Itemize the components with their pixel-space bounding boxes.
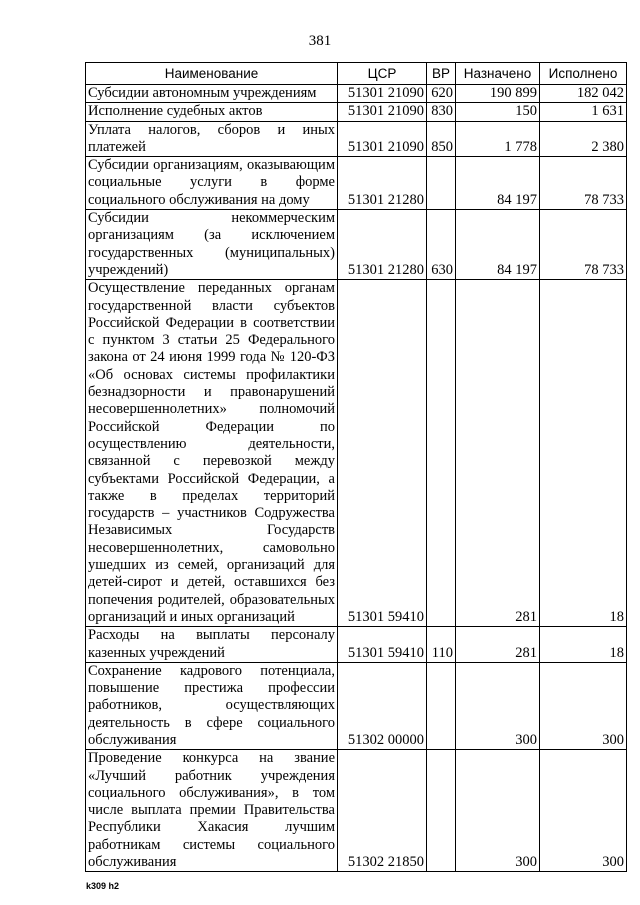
row-csr: 51302 00000 bbox=[338, 662, 427, 749]
row-csr: 51301 59410 bbox=[338, 627, 427, 663]
row-name: Исполнение судебных актов bbox=[86, 103, 338, 121]
header-vr: ВР bbox=[427, 63, 456, 85]
row-assigned: 1 778 bbox=[456, 121, 540, 157]
row-executed: 18 bbox=[540, 627, 627, 663]
row-assigned: 300 bbox=[456, 662, 540, 749]
header-name: Наименование bbox=[86, 63, 338, 85]
row-name: Уплата налогов, сборов и иных платежей bbox=[86, 121, 338, 157]
row-vr bbox=[427, 157, 456, 210]
header-assigned: Назначено bbox=[456, 63, 540, 85]
row-name: Расходы на выплаты персоналу казенных учреждений bbox=[86, 627, 338, 663]
table-row bbox=[86, 750, 627, 872]
budget-table bbox=[85, 62, 627, 872]
footer-code: k309 h2 bbox=[86, 881, 120, 891]
row-executed: 182 042 bbox=[540, 85, 627, 103]
row-vr: 830 bbox=[427, 103, 456, 121]
table-row bbox=[86, 627, 627, 663]
row-vr bbox=[427, 280, 456, 627]
table-row bbox=[86, 210, 627, 280]
row-csr: 51301 21090 bbox=[338, 103, 427, 121]
row-executed: 78 733 bbox=[540, 210, 627, 280]
row-vr: 850 bbox=[427, 121, 456, 157]
row-name: Сохранение кадрового потенциала, повышение престижа профессии работников, осуществляющих деятельность в сфере социального обслуживания bbox=[86, 662, 338, 749]
row-vr: 630 bbox=[427, 210, 456, 280]
row-csr: 51301 21280 bbox=[338, 157, 427, 210]
row-name: Проведение конкурса на звание «Лучший работник учреждения социального обслуживания», в том числе выплата премии Правительства Республики Хакасия лучшим работникам системы социального обслуживания bbox=[86, 750, 338, 872]
table-row bbox=[86, 103, 627, 121]
row-csr: 51302 21850 bbox=[338, 750, 427, 872]
table-row bbox=[86, 85, 627, 103]
row-executed: 300 bbox=[540, 750, 627, 872]
row-vr: 620 bbox=[427, 85, 456, 103]
row-assigned: 84 197 bbox=[456, 210, 540, 280]
table-row bbox=[86, 280, 627, 627]
table-header-row bbox=[86, 63, 627, 85]
row-vr bbox=[427, 662, 456, 749]
table-row bbox=[86, 662, 627, 749]
row-name: Субсидии автономным учреждениям bbox=[86, 85, 338, 103]
row-vr bbox=[427, 750, 456, 872]
row-assigned: 84 197 bbox=[456, 157, 540, 210]
row-assigned: 281 bbox=[456, 280, 540, 627]
row-vr: 110 bbox=[427, 627, 456, 663]
header-executed: Исполнено bbox=[540, 63, 627, 85]
page-number: 381 bbox=[308, 33, 332, 49]
table-row bbox=[86, 157, 627, 210]
row-name: Осуществление переданных органам государственной власти субъектов Российской Федерации в соответствии с пунктом 3 статьи 25 Федерального закона от 24 июня 1999 года № 120-ФЗ «Об основах системы профилактики безнадзорности и правонарушений несовершеннолетних» полномочий Российской Федерации по осуществлению деятельности, связанной с перевозкой между субъектами Российской Федерации, а также в пределах территорий государств – участников Содружества Независимых Государств несовершеннолетних, самовольно ушедших из семей, организаций для детей-сирот и детей, оставшихся без попечения родителей, образовательных организаций и иных организаций bbox=[86, 280, 338, 627]
table-row bbox=[86, 121, 627, 157]
row-executed: 300 bbox=[540, 662, 627, 749]
row-executed: 2 380 bbox=[540, 121, 627, 157]
row-executed: 1 631 bbox=[540, 103, 627, 121]
row-csr: 51301 59410 bbox=[338, 280, 427, 627]
row-assigned: 281 bbox=[456, 627, 540, 663]
row-executed: 78 733 bbox=[540, 157, 627, 210]
row-csr: 51301 21090 bbox=[338, 121, 427, 157]
row-assigned: 300 bbox=[456, 750, 540, 872]
row-csr: 51301 21090 bbox=[338, 85, 427, 103]
row-assigned: 190 899 bbox=[456, 85, 540, 103]
row-executed: 18 bbox=[540, 280, 627, 627]
row-name: Субсидии организациям, оказывающим социальные услуги в форме социального обслуживания на дому bbox=[86, 157, 338, 210]
header-csr: ЦСР bbox=[338, 63, 427, 85]
row-name: Субсидии некоммерческим организациям (за исключением государственных (муниципальных) учреждений) bbox=[86, 210, 338, 280]
row-csr: 51301 21280 bbox=[338, 210, 427, 280]
row-assigned: 150 bbox=[456, 103, 540, 121]
